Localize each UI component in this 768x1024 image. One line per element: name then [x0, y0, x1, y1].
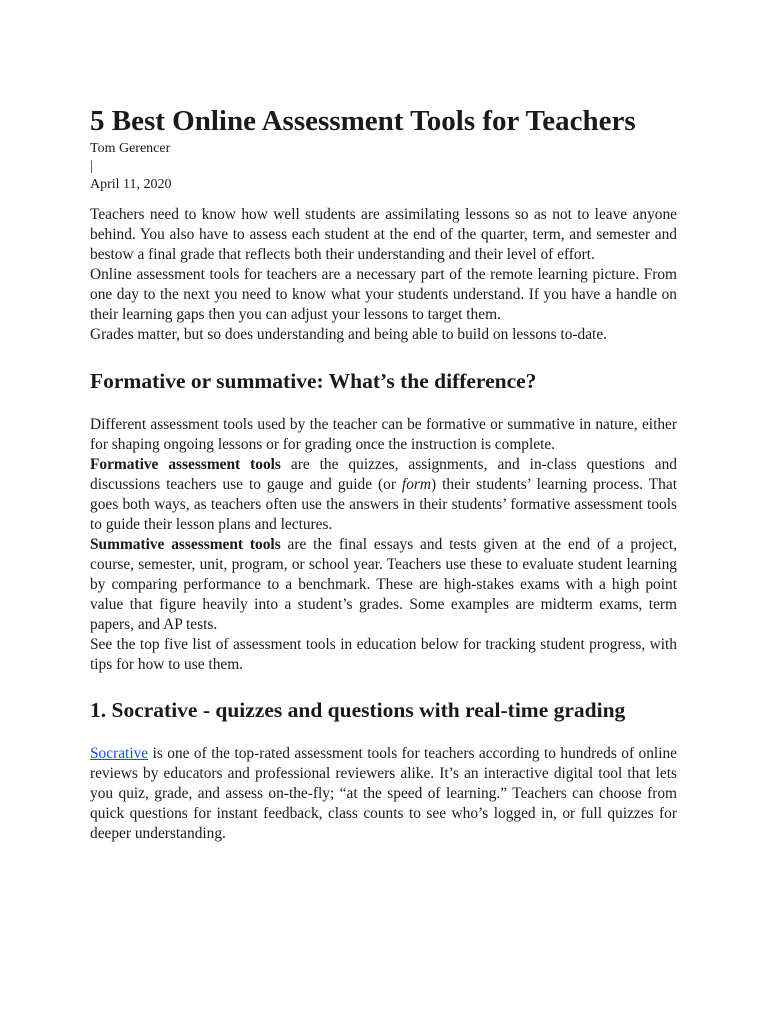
- summative-text: are the final essays and tests given at the end of a project, course, semester, unit, program, or school year. Teachers use these to evaluate student learning by comparing performance to a benchmark. These are high-stakes exams with a high point value that figure heavily into a student’s grades. Some examples are midterm exams, term papers, and AP tests.: [90, 536, 677, 633]
- socrative-link[interactable]: Socrative: [90, 745, 149, 762]
- document-page: [90, 104, 677, 844]
- formative-term: Formative assessment tools: [90, 456, 281, 473]
- formative-paragraph-2: [90, 455, 677, 535]
- socrative-paragraph: [90, 744, 677, 844]
- page-title: 5 Best Online Assessment Tools for Teachers: [90, 105, 636, 137]
- section-heading-socrative: 1. Socrative - quizzes and questions with real-time grading: [90, 698, 626, 722]
- formative-paragraph-1: Different assessment tools used by the teacher can be formative or summative in nature, either for shaping ongoing lessons or for grading once the instruction is complete.: [90, 416, 677, 453]
- publish-date: April 11, 2020: [90, 177, 172, 192]
- intro-paragraph-1: Teachers need to know how well students are assimilating lessons so as not to leave anyone behind. You also have to assess each student at the end of the quarter, term, and semester and bestow a final grade that reflects both their understanding and their level of effort.: [90, 206, 677, 263]
- section-heading-formative: Formative or summative: What’s the difference?: [90, 369, 537, 393]
- formative-paragraph-4: See the top five list of assessment tools in education below for tracking student progress, with tips for how to use them.: [90, 636, 677, 673]
- summative-term: Summative assessment tools: [90, 536, 281, 553]
- form-emphasis: form: [401, 476, 431, 493]
- article-meta: [90, 140, 677, 194]
- author-name: Tom Gerencer: [90, 141, 171, 156]
- socrative-text: is one of the top-rated assessment tools for teachers according to hundreds of online reviews by educators and professional reviewers alike. It’s an interactive digital tool that lets you quiz, grade, and assess on-the-fly; “at the speed of learning.” Teachers can choose from quick questions for instant feedback, class counts to see who’s logged in, or full quizzes for deeper understanding.: [90, 745, 677, 842]
- summative-paragraph: [90, 535, 677, 635]
- intro-paragraph-2: Online assessment tools for teachers are a necessary part of the remote learning picture. From one day to the next you need to know what your students understand. If you have a handle on their learning gaps then you can adjust your lessons to target them.: [90, 266, 677, 323]
- formative-text-b: ) their students’ learning process. That goes both ways, as teachers often use the answers in their students’ formative assessment tools to guide their lesson plans and lectures.: [90, 476, 677, 533]
- meta-separator: |: [90, 159, 93, 174]
- intro-paragraph-3: Grades matter, but so does understanding and being able to build on lessons to-date.: [90, 326, 607, 343]
- formative-text-a: are the quizzes, assignments, and in-class questions and discussions teachers use to gauge and guide (or: [90, 456, 677, 493]
